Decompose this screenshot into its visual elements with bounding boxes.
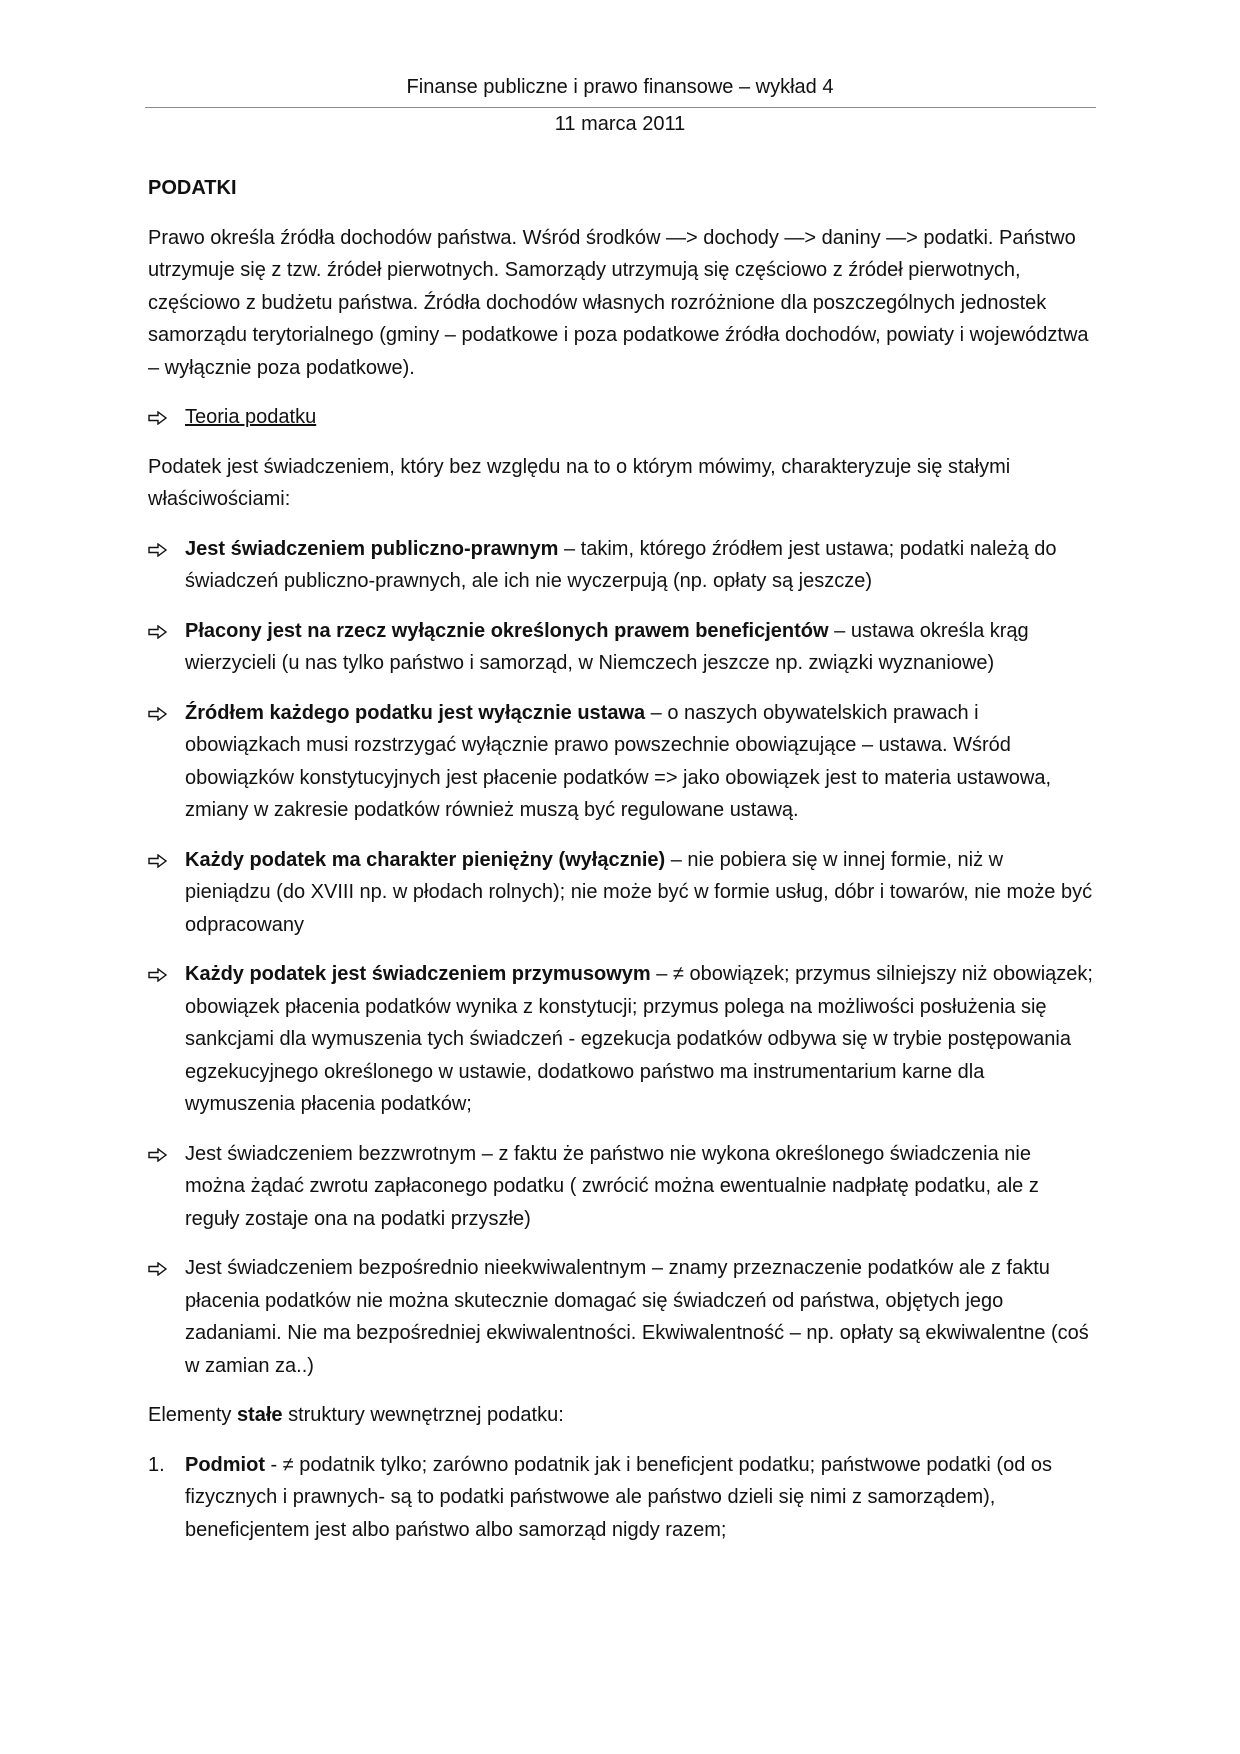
feature-item	[148, 1252, 1094, 1382]
arrow-icon	[148, 958, 170, 982]
feature-term: Każdy podatek jest świadczeniem przymusowym	[185, 963, 651, 985]
feature-term: Źródłem każdego podatku jest wyłącznie ustawa	[185, 701, 646, 724]
feature-term: Płacony jest na rzecz wyłącznie określonych prawem beneficjentów	[185, 619, 829, 642]
elements-intro: Elementy stałe struktury wewnętrznej podatku:	[148, 1404, 564, 1426]
arrow-icon	[148, 533, 170, 557]
arrow-icon	[148, 1252, 170, 1276]
arrow-icon	[148, 697, 170, 721]
definition-paragraph: Podatek jest świadczeniem, który bez względu na to o którym mówimy, charakteryzuje się stałymi właściwościami:	[148, 455, 1011, 510]
element-description: - ≠ podatnik tylko; zarówno podatnik jak i beneficjent podatku; państwowe podatki (od os fizycznych i prawnych- są to podatki państwowe ale państwo dzieli się nimi z samorządem), beneficjentem jest albo państwo albo samorząd nigdy razem;	[185, 1453, 1052, 1541]
theory-heading-item	[148, 401, 1094, 434]
element-list	[148, 1449, 1094, 1547]
feature-description: – takim, którego źródłem jest ustawa; podatki należą do świadczeń publiczno-prawnych, ale ich nie wyczerpują (np. opłaty są jeszcze)	[185, 537, 1057, 592]
header-divider	[145, 107, 1096, 108]
feature-item	[148, 958, 1094, 1121]
section-title: PODATKI	[148, 177, 237, 199]
feature-item	[148, 697, 1094, 827]
feature-description: – ustawa określa krąg wierzycieli (u nas tylko państwo i samorząd, w Niemczech jeszcze np. związki wyznaniowe)	[185, 619, 1029, 674]
feature-list	[148, 533, 1094, 1383]
theory-heading: Teoria podatku	[185, 406, 317, 428]
element-term: Podmiot	[185, 1453, 265, 1476]
document-body	[148, 172, 1094, 1563]
arrow-icon	[148, 401, 170, 425]
feature-term: Jest świadczeniem publiczno-prawnym	[185, 537, 559, 560]
arrow-icon	[148, 844, 170, 868]
header-date: 11 marca 2011	[554, 113, 686, 135]
arrow-icon	[148, 1138, 170, 1162]
intro-paragraph: Prawo określa źródła dochodów państwa. Wśród środków —> dochody —> daniny —> podatki. Państwo utrzymuje się z tzw. źródeł pierwotnych. Samorządy utrzymują się częściowo z źródeł pierwotnych, częściowo z budżetu państwa. Źródła dochodów własnych rozróżnione dla poszczególnych jednostek samorządu terytorialnego (gminy – podatkowe i poza podatkowe źródła dochodów, powiaty i województwa – wyłącznie poza podatkowe).	[148, 226, 1089, 379]
feature-item	[148, 615, 1094, 680]
arrow-icon	[148, 615, 170, 639]
feature-item	[148, 844, 1094, 942]
element-number: 1.	[148, 1453, 165, 1476]
feature-item	[148, 1138, 1094, 1236]
feature-term: Każdy podatek ma charakter pieniężny (wyłącznie)	[185, 848, 666, 871]
feature-item	[148, 533, 1094, 598]
feature-description: Jest świadczeniem bezpośrednio nieekwiwalentnym – znamy przeznaczenie podatków ale z faktu płacenia podatków nie można skutecznie domagać się świadczeń od państwa, objętych jego zadaniami. Nie ma bezpośredniej ekwiwalentności. Ekwiwalentność – np. opłaty są ekwiwalentne (coś w zamian za..)	[185, 1257, 1089, 1377]
header-title: Finanse publiczne i prawo finansowe – wykład 4	[406, 76, 834, 98]
feature-description: – ≠ obowiązek; przymus silniejszy niż obowiązek; obowiązek płacenia podatków wynika z konstytucji; przymus polega na możliwości posłużenia się sankcjami dla wymuszenia tych świadczeń - egzekucja podatków odbywa się w trybie postępowania egzekucyjnego określonego w ustawie, dodatkowo państwo ma instrumentarium karne dla wymuszenia płacenia podatków;	[185, 963, 1093, 1115]
feature-description: – o naszych obywatelskich prawach i obowiązkach musi rozstrzygać wyłącznie prawo powszechnie obowiązujące – ustawa. Wśród obowiązków konstytucyjnych jest płacenie podatków => jako obowiązek jest to materia ustawowa, zmiany w zakresie podatków również muszą być regulowane ustawą.	[185, 701, 1052, 821]
element-item	[148, 1449, 1094, 1547]
feature-description: – nie pobiera się w innej formie, niż w pieniądzu (do XVIII np. w płodach rolnych); nie może być w formie usług, dóbr i towarów, nie może być odpracowany	[185, 848, 1093, 936]
feature-description: Jest świadczeniem bezzwrotnym – z faktu że państwo nie wykona określonego świadczenia nie można żądać zwrotu zapłaconego podatku ( zwrócić można ewentualnie nadpłatę podatku, ale z reguły zostaje ona na podatki przyszłe)	[185, 1142, 1039, 1230]
